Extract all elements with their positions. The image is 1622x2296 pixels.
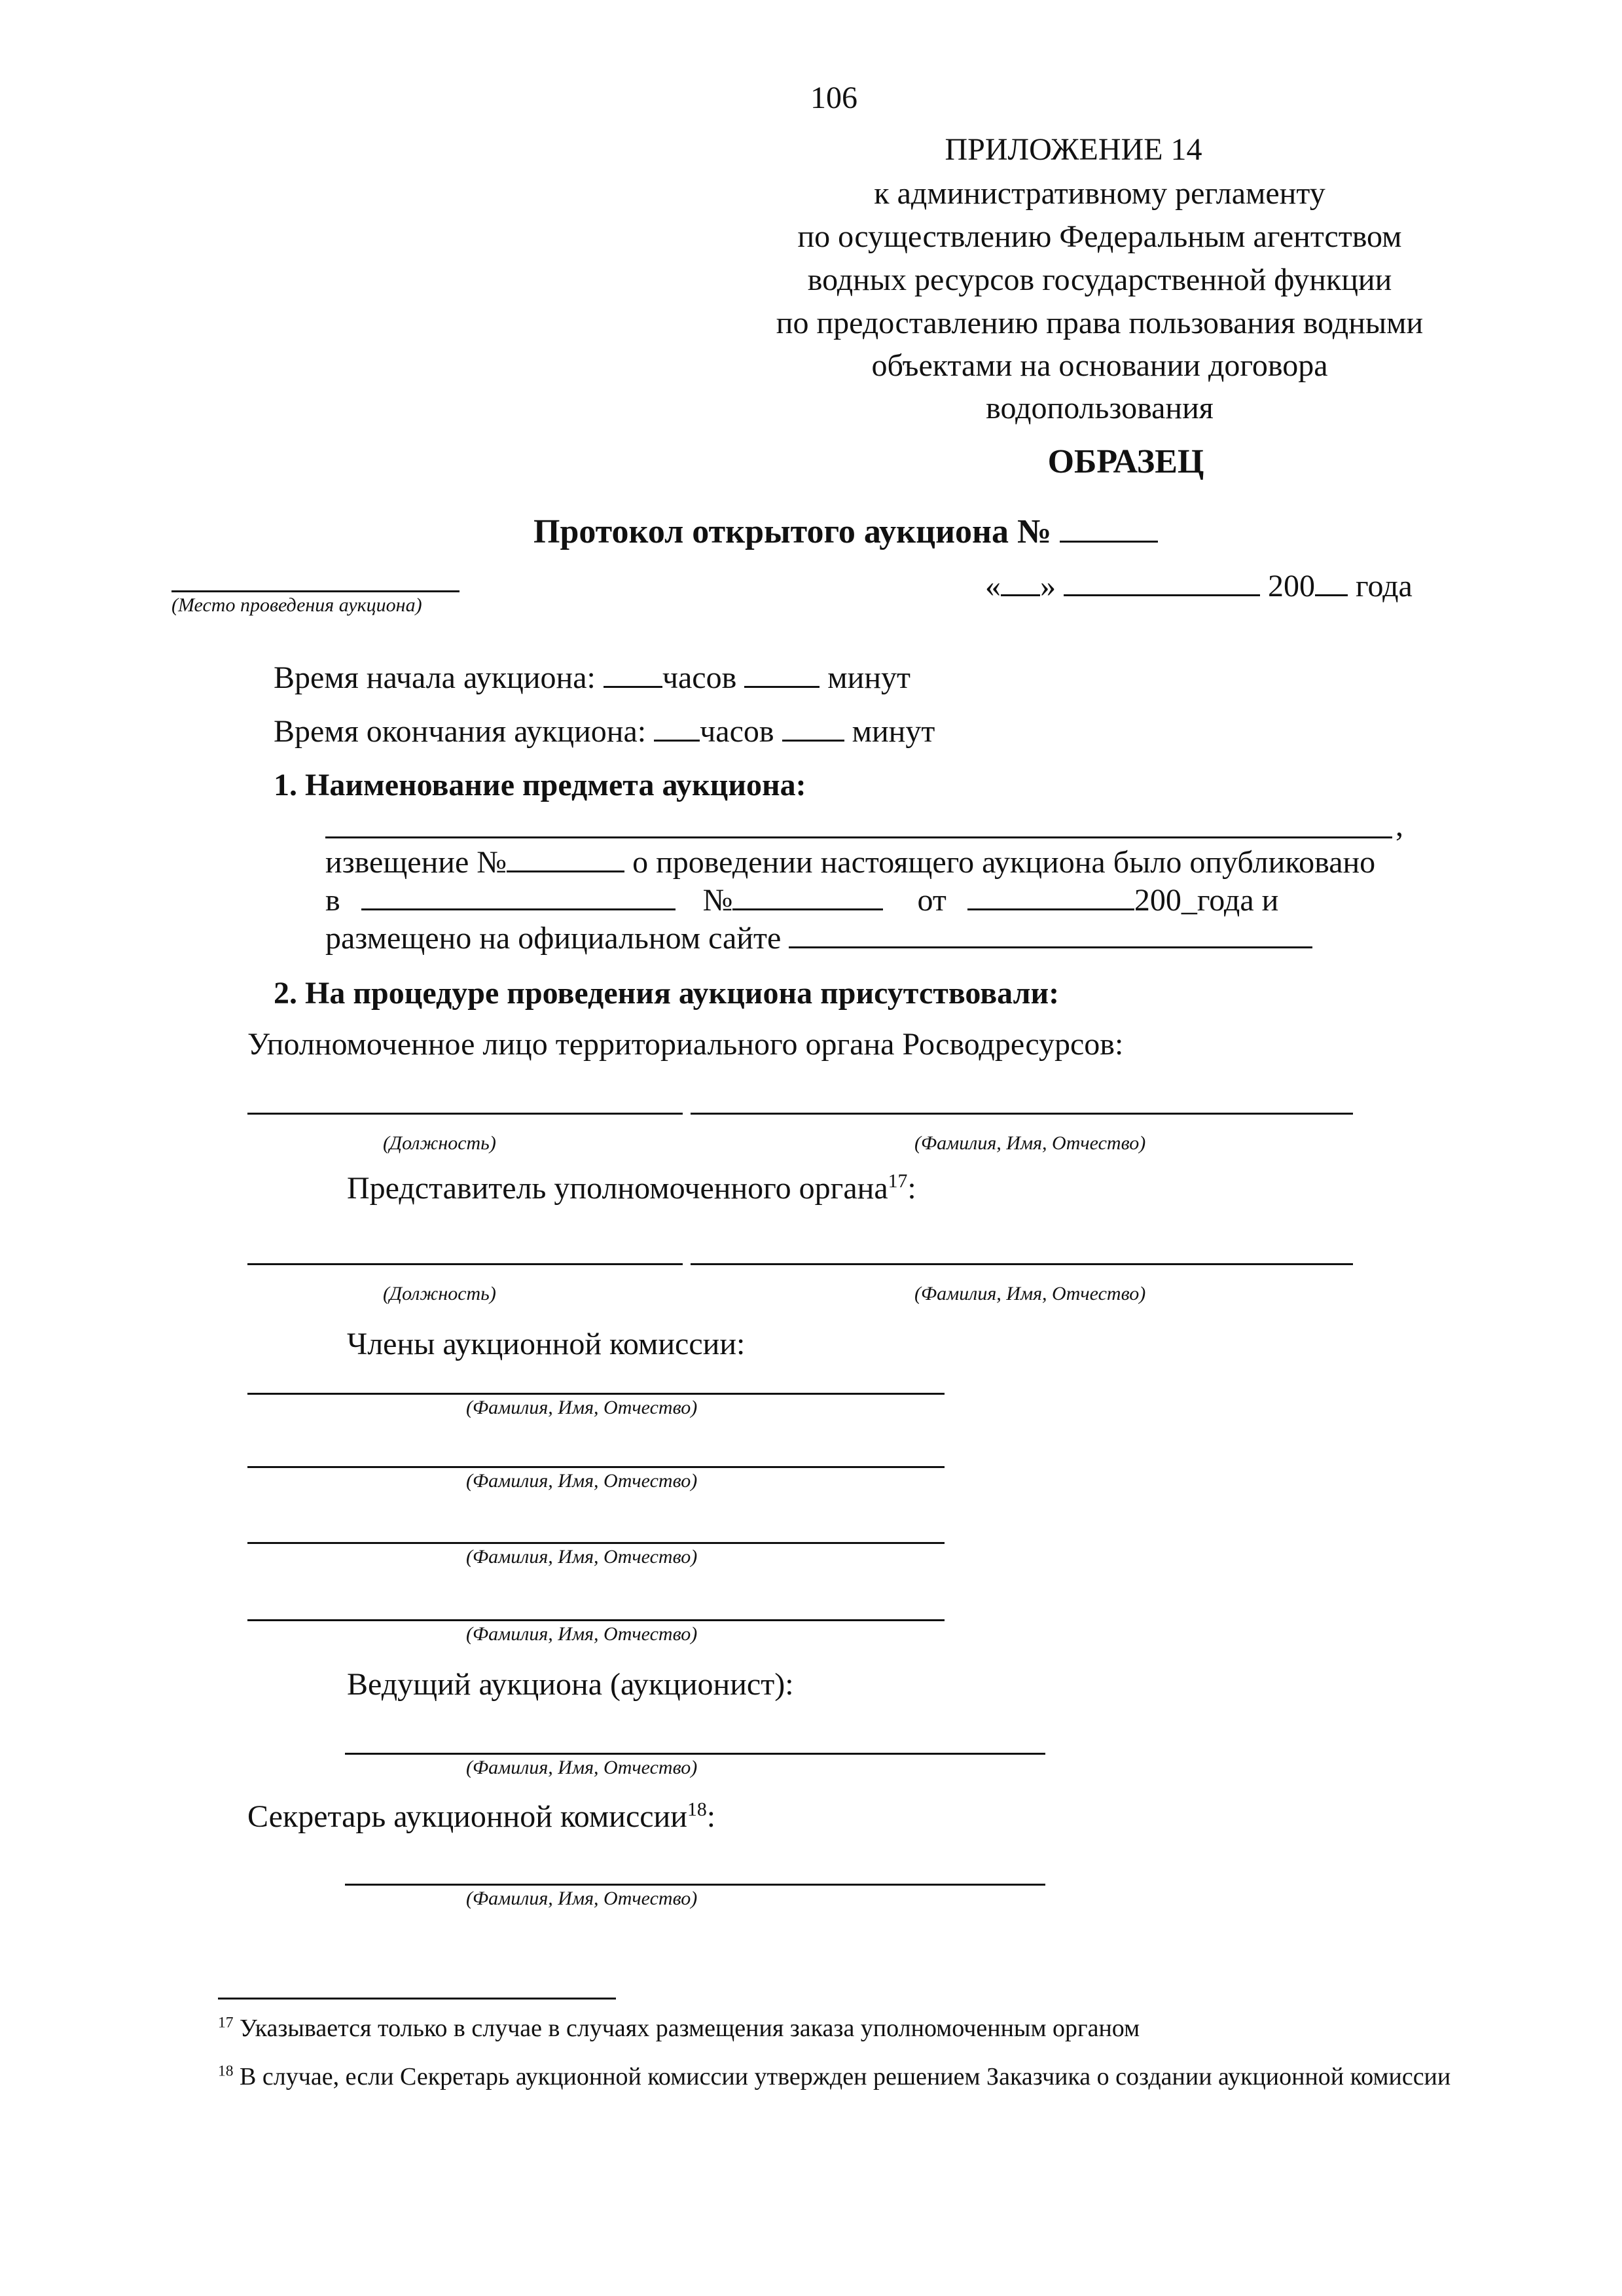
representative-position-line[interactable] (247, 1263, 683, 1265)
notice-suffix: о проведении настоящего аукциона было опубликовано (632, 845, 1376, 880)
footnote-17-ref: 17 (218, 2014, 234, 2032)
appendix-line: объектами на основании договора (871, 348, 1328, 383)
start-time-label: Время начала аукциона: (274, 660, 596, 695)
number-sign: № (702, 883, 733, 918)
colon: : (907, 1171, 916, 1206)
end-hours-blank[interactable] (654, 713, 700, 742)
protocol-date (985, 568, 1413, 602)
protocol-number-blank[interactable] (1060, 514, 1158, 543)
footnote-ref-18[interactable]: 18 (687, 1799, 707, 1820)
start-minutes-blank[interactable] (744, 660, 820, 688)
secretary-line[interactable] (345, 1884, 1045, 1886)
notice-prefix: извещение № (325, 845, 507, 880)
fio-caption: (Фамилия, Имя, Отчество) (466, 1888, 698, 1909)
from-label: от (917, 883, 946, 918)
publication-row (325, 882, 1278, 916)
end-time-row (274, 713, 935, 747)
footnote-17 (218, 2013, 1462, 2045)
place-line[interactable] (171, 590, 460, 592)
publication-number-blank[interactable] (732, 882, 883, 910)
publication-date-blank[interactable] (967, 882, 1134, 910)
member-line[interactable] (247, 1619, 945, 1621)
page-number: 106 (810, 81, 857, 115)
fio-caption: (Фамилия, Имя, Отчество) (914, 1132, 1146, 1154)
auctioneer-line[interactable] (345, 1753, 1045, 1755)
appendix-line: по осуществлению Федеральным агентством (797, 219, 1402, 254)
footnote-separator (218, 1998, 616, 2000)
fio-caption: (Фамилия, Имя, Отчество) (466, 1470, 698, 1492)
minutes-label: минут (827, 660, 911, 695)
authorized-fio-line[interactable] (691, 1113, 1353, 1115)
subject-comma: , (1396, 808, 1403, 843)
date-month-blank[interactable] (1064, 568, 1260, 596)
minutes-label: минут (852, 714, 935, 749)
position-caption: (Должность) (383, 1132, 496, 1154)
hours-label: часов (662, 660, 737, 695)
footnote-18-ref: 18 (218, 2062, 234, 2080)
secretary-label (247, 1801, 715, 1833)
place-caption: (Место проведения аукциона) (171, 594, 422, 616)
sample-label: ОБРАЗЕЦ (1047, 443, 1204, 480)
end-time-label: Время окончания аукциона: (274, 714, 647, 749)
fio-caption: (Фамилия, Имя, Отчество) (914, 1283, 1146, 1304)
member-line[interactable] (247, 1466, 945, 1468)
date-day-blank[interactable] (1001, 568, 1040, 596)
footnote-18 (169, 2062, 1471, 2093)
authorized-position-line[interactable] (247, 1113, 683, 1115)
notice-row (325, 844, 1375, 878)
appendix-line: по предоставлению права пользования водными (776, 306, 1424, 340)
year-suffix: 200_года и (1134, 883, 1279, 918)
footnote-ref-17[interactable]: 17 (888, 1170, 908, 1192)
appendix-line: водопользования (986, 391, 1214, 425)
footnote-17-text: Указывается только в случае в случаях размещения заказа уполномоченным органом (240, 2015, 1140, 2042)
notice-number-blank[interactable] (507, 844, 624, 872)
member-line[interactable] (247, 1393, 945, 1395)
start-hours-blank[interactable] (604, 660, 662, 688)
position-caption: (Должность) (383, 1283, 496, 1304)
members-label: Члены аукционной комиссии: (347, 1327, 746, 1361)
subject-line[interactable] (325, 836, 1392, 838)
secretary-text: Секретарь аукционной комиссии (247, 1799, 687, 1834)
hours-label: часов (700, 714, 774, 749)
member-line[interactable] (247, 1542, 945, 1544)
date-suffix: года (1356, 569, 1413, 603)
auctioneer-label: Ведущий аукциона (аукционист): (347, 1667, 794, 1702)
end-minutes-blank[interactable] (782, 713, 844, 742)
date-quote-close: » (1040, 569, 1056, 603)
site-row (325, 920, 1312, 954)
section2-heading: 2. На процедуре проведения аукциона присутствовали: (274, 976, 1060, 1011)
fio-caption: (Фамилия, Имя, Отчество) (466, 1623, 698, 1645)
date-quote-open: « (985, 569, 1001, 603)
section1-heading: 1. Наименование предмета аукциона: (274, 768, 806, 802)
fio-caption: (Фамилия, Имя, Отчество) (466, 1757, 698, 1778)
fio-caption: (Фамилия, Имя, Отчество) (466, 1397, 698, 1418)
appendix-line: к административному регламенту (874, 176, 1325, 211)
appendix-title: ПРИЛОЖЕНИЕ 14 (945, 132, 1202, 167)
appendix-line: водных ресурсов государственной функции (807, 262, 1392, 297)
footnote-18-text: В случае, если Секретарь аукционной комиссии утвержден решением Заказчика о создании аукционной комиссии (240, 2063, 1451, 2090)
site-label: размещено на официальном сайте (325, 921, 782, 956)
colon: : (706, 1799, 716, 1834)
publication-name-blank[interactable] (361, 882, 676, 910)
protocol-title (533, 514, 1158, 549)
start-time-row (274, 660, 910, 694)
representative-label (347, 1170, 916, 1206)
representative-fio-line[interactable] (691, 1263, 1353, 1265)
representative-text: Представитель уполномоченного органа (347, 1171, 888, 1206)
in-label: в (325, 883, 340, 918)
fio-caption: (Фамилия, Имя, Отчество) (466, 1546, 698, 1568)
date-year: 200 (1268, 569, 1315, 603)
authorized-person-label: Уполномоченное лицо территориального органа Росводресурсов: (247, 1027, 1124, 1062)
date-year-blank[interactable] (1315, 568, 1348, 596)
protocol-title-text: Протокол открытого аукциона № (533, 513, 1052, 550)
site-blank[interactable] (789, 920, 1312, 948)
